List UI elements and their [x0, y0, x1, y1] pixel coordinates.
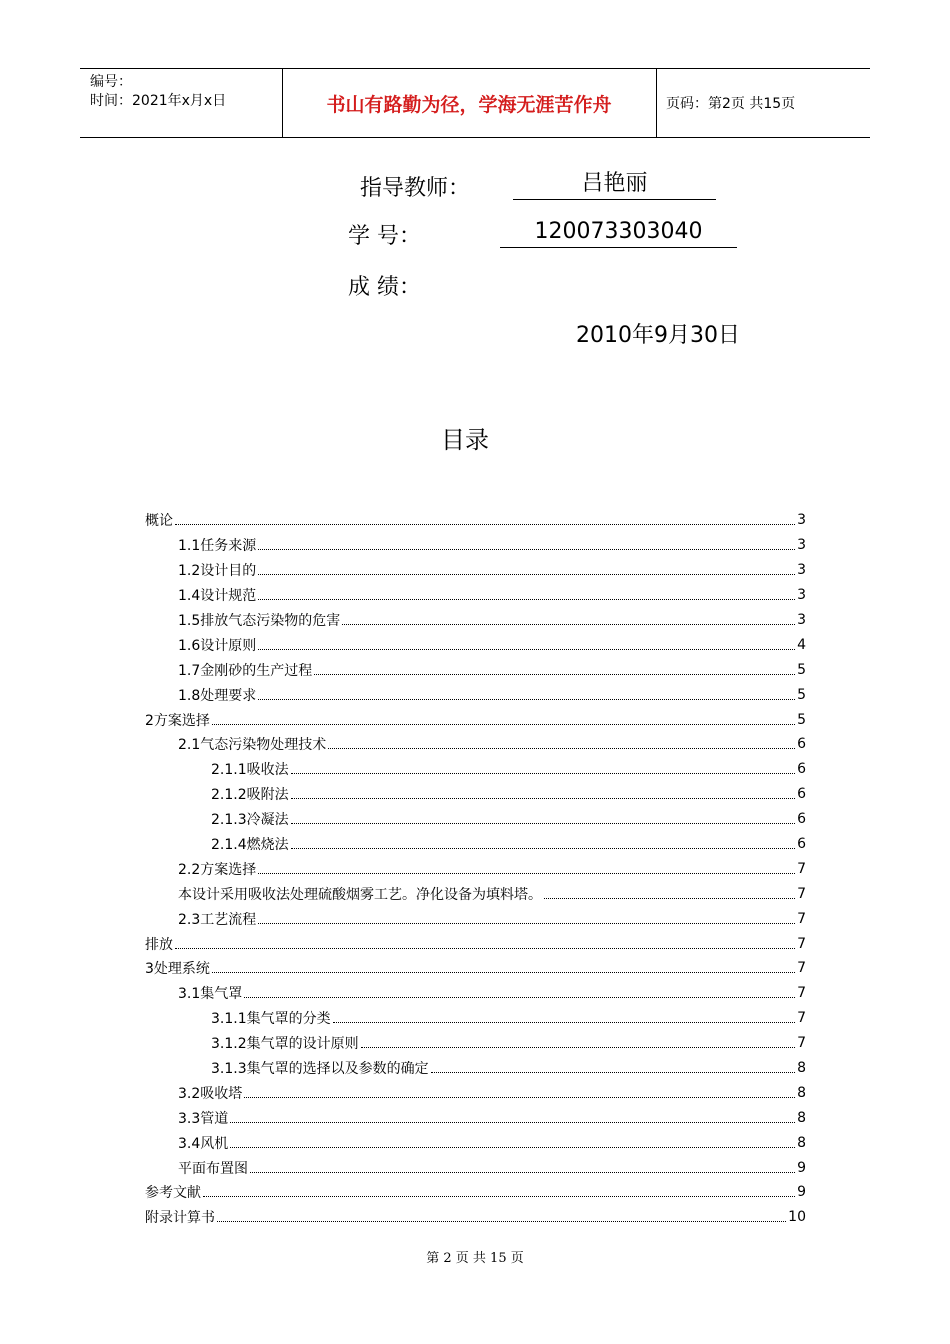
toc-entry[interactable]: [145, 832, 806, 857]
toc-entry-page: 7: [797, 985, 806, 1002]
header-meta: [90, 73, 226, 111]
toc-entry-page: 7: [797, 935, 806, 952]
score-label: 成 绩：: [348, 275, 421, 300]
toc-entry-title: 1.4设计规范: [178, 588, 257, 605]
toc-entry-page: 6: [797, 736, 806, 753]
toc-leader-dots: [258, 574, 795, 575]
toc-entry[interactable]: [145, 508, 806, 533]
toc-entry[interactable]: [145, 1105, 806, 1130]
toc-entry[interactable]: [145, 1080, 806, 1105]
toc-entry-page: 6: [797, 811, 806, 828]
toc-entry[interactable]: [145, 608, 806, 633]
toc-leader-dots: [258, 923, 795, 924]
toc-title: 目录: [441, 426, 489, 454]
toc-entry[interactable]: [145, 956, 806, 981]
toc-entry[interactable]: [145, 906, 806, 931]
toc-entry[interactable]: [145, 931, 806, 956]
toc-entry-title: 1.6设计原则: [178, 637, 257, 654]
toc-leader-dots: [258, 549, 795, 550]
toc-entry-title: 1.8处理要求: [178, 687, 257, 704]
toc-leader-dots: [258, 873, 795, 874]
toc-entry-title: 1.1任务来源: [178, 538, 257, 555]
document-date: 2010年9月30日: [576, 323, 740, 348]
toc-leader-dots: [175, 948, 795, 949]
toc-entry-title: 3.1.2集气罩的设计原则: [211, 1036, 359, 1053]
toc-entry-title: 3处理系统: [145, 961, 210, 978]
toc-leader-dots: [258, 649, 795, 650]
toc-entry-page: 6: [797, 836, 806, 853]
toc-entry-title: 概论: [145, 513, 173, 530]
toc-entry-page: 3: [797, 562, 806, 579]
toc-entry-title: 2方案选择: [145, 712, 210, 729]
toc-entry[interactable]: [145, 757, 806, 782]
toc-leader-dots: [361, 1047, 795, 1048]
header-divider: [656, 69, 657, 137]
toc-entry-page: 3: [797, 612, 806, 628]
toc-entry-page: 3: [797, 512, 806, 529]
toc-entry[interactable]: [145, 533, 806, 558]
advisor-value: 吕艳丽: [513, 169, 716, 200]
advisor-label: 指导教师：: [360, 176, 471, 201]
toc-leader-dots: [291, 823, 795, 824]
toc-entry-title: 3.1集气罩: [178, 986, 243, 1003]
toc-entry[interactable]: [145, 1031, 806, 1056]
time-label: 时间：2021年x月x日: [90, 93, 227, 109]
toc-entry[interactable]: [145, 632, 806, 657]
number-label: 编号：: [90, 74, 132, 90]
toc-entry-title: 2.1.3冷凝法: [211, 812, 289, 829]
toc-leader-dots: [230, 1122, 795, 1123]
toc-leader-dots: [328, 748, 795, 749]
toc-entry[interactable]: [145, 583, 806, 608]
toc-entry[interactable]: [145, 558, 806, 583]
toc-entry-page: 3: [797, 537, 806, 554]
toc-leader-dots: [314, 674, 795, 675]
toc-entry-page: 7: [797, 910, 806, 927]
toc-entry-page: 10: [788, 1209, 806, 1226]
toc-entry-page: 8: [797, 1109, 806, 1126]
toc-leader-dots: [212, 724, 795, 725]
student-id-label: 学 号：: [348, 224, 421, 249]
toc-leader-dots: [258, 699, 795, 700]
toc-leader-dots: [244, 1097, 795, 1098]
toc-entry-page: 7: [797, 1035, 806, 1052]
toc-entry-page: 9: [797, 1159, 806, 1176]
toc-leader-dots: [544, 898, 795, 899]
toc-entry-title: 2.1气态污染物处理技术: [178, 737, 327, 754]
toc-entry[interactable]: [145, 707, 806, 732]
toc-entry-page: 8: [797, 1134, 806, 1151]
toc-entry[interactable]: [145, 1205, 806, 1230]
toc-entry-page: 7: [797, 960, 806, 977]
toc-leader-dots: [342, 624, 795, 625]
toc-entry-page: 7: [797, 885, 806, 902]
toc-entry[interactable]: [145, 807, 806, 832]
toc-entry-page: 5: [797, 661, 806, 678]
toc-entry-page: 9: [797, 1184, 806, 1201]
toc-leader-dots: [217, 1221, 786, 1222]
toc-entry-title: 平面布置图: [178, 1160, 248, 1177]
toc-entry[interactable]: [145, 1006, 806, 1031]
header-page-label: 页码：第2页 共15页: [666, 96, 796, 112]
toc-entry-title: 2.1.1吸收法: [211, 762, 289, 779]
toc-entry[interactable]: [145, 732, 806, 757]
toc-entry[interactable]: [145, 682, 806, 707]
toc-entry-title: 3.4风机: [178, 1135, 229, 1152]
toc-entry-title: 2.2方案选择: [178, 861, 257, 878]
toc-entry-title: 1.5排放气态污染物的危害: [178, 613, 341, 629]
toc-entry[interactable]: [145, 981, 806, 1006]
toc-entry-page: 6: [797, 786, 806, 803]
toc-leader-dots: [212, 972, 795, 973]
toc-entry[interactable]: [145, 657, 806, 682]
toc-entry-title: 3.2吸收塔: [178, 1085, 243, 1102]
toc-entry-title: 本设计采用吸收法处理硫酸烟雾工艺。净化设备为填料塔。: [178, 886, 542, 903]
toc-entry[interactable]: [145, 1056, 806, 1081]
toc-leader-dots: [175, 524, 795, 525]
toc-entry-title: 3.3管道: [178, 1110, 229, 1127]
toc-entry-title: 3.1.1集气罩的分类: [211, 1011, 331, 1028]
page-footer: 第 2 页 共 15 页: [426, 1251, 524, 1266]
toc-entry[interactable]: [145, 856, 806, 881]
toc-leader-dots: [258, 599, 795, 600]
toc-entry[interactable]: [145, 782, 806, 807]
toc-entry-title: 2.1.2吸附法: [211, 787, 289, 804]
header-motto: 书山有路勤为径，学海无涯苦作舟: [326, 93, 612, 116]
toc-entry-title: 2.1.4燃烧法: [211, 837, 289, 854]
toc-entry[interactable]: [145, 1180, 806, 1205]
toc-entry-page: 5: [797, 711, 806, 728]
table-of-contents: [145, 508, 806, 1230]
toc-entry[interactable]: [145, 881, 806, 906]
toc-entry-page: 8: [797, 1084, 806, 1101]
toc-entry-page: 3: [797, 587, 806, 604]
document-header: [80, 68, 870, 138]
toc-entry[interactable]: [145, 1130, 806, 1155]
toc-entry-page: 8: [797, 1060, 806, 1077]
toc-leader-dots: [203, 1196, 795, 1197]
toc-entry-title: 附录计算书: [145, 1210, 215, 1227]
toc-entry-title: 1.7金刚砂的生产过程: [178, 662, 313, 679]
toc-entry-title: 3.1.3集气罩的选择以及参数的确定: [211, 1061, 429, 1078]
toc-entry-title: 2.3工艺流程: [178, 911, 257, 928]
toc-leader-dots: [291, 773, 795, 774]
toc-leader-dots: [230, 1147, 795, 1148]
toc-leader-dots: [250, 1172, 795, 1173]
toc-entry-title: 排放: [145, 936, 173, 953]
student-id-value: 120073303040: [500, 217, 737, 248]
toc-entry-page: 7: [797, 1010, 806, 1027]
toc-entry-page: 7: [797, 860, 806, 877]
toc-leader-dots: [244, 997, 795, 998]
toc-entry-title: 参考文献: [145, 1185, 201, 1202]
toc-leader-dots: [431, 1072, 795, 1073]
toc-entry-page: 5: [797, 686, 806, 703]
toc-entry-page: 6: [797, 761, 806, 778]
toc-leader-dots: [291, 798, 795, 799]
toc-entry-page: 4: [797, 636, 806, 653]
toc-leader-dots: [333, 1022, 795, 1023]
toc-entry-title: 1.2设计目的: [178, 563, 257, 580]
toc-entry[interactable]: [145, 1155, 806, 1180]
toc-leader-dots: [291, 848, 795, 849]
